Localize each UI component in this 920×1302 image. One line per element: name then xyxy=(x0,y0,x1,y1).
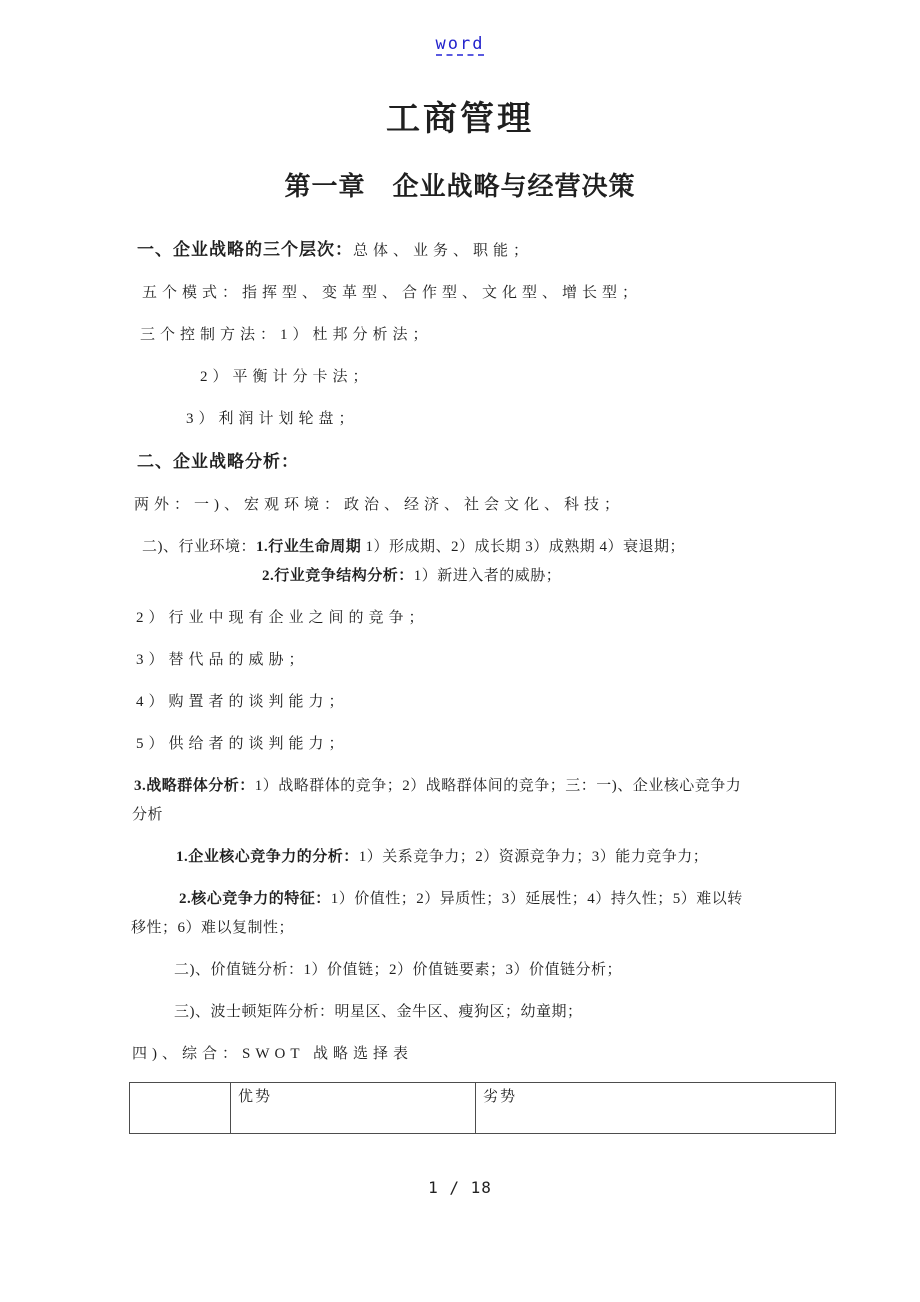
text-run: 五个模式：指挥型、变革型、合作型、文化型、增长型； xyxy=(142,285,643,301)
text-run: 二、企业战略分析： xyxy=(137,452,299,471)
text-line xyxy=(131,843,800,872)
paragraph xyxy=(131,956,800,985)
text-run: 3）替代品的威胁； xyxy=(136,652,309,668)
text-run: 2.核心竞争力的特征： xyxy=(179,891,331,907)
text-run: 分析 xyxy=(132,807,164,823)
text-line xyxy=(131,279,800,308)
paragraph xyxy=(131,885,800,943)
text-line xyxy=(131,801,800,830)
text-line xyxy=(131,885,800,914)
text-run: 1）战略群体的竞争；2）战略群体间的竞争；三：一)、企业核心竞争力 xyxy=(254,778,742,794)
text-run: 2）行业中现有企业之间的竞争； xyxy=(136,610,429,626)
text-run: 三)、波士顿矩阵分析：明星区、金牛区、瘦狗区；幼童期； xyxy=(174,1004,583,1020)
text-run: 3）利润计划轮盘； xyxy=(186,411,359,427)
text-line xyxy=(131,533,800,562)
text-line xyxy=(131,730,800,759)
text-line xyxy=(131,956,800,985)
paragraph xyxy=(131,533,800,591)
text-run: 1.企业核心竞争力的分析： xyxy=(176,849,359,865)
text-run: 2.行业竞争结构分析： xyxy=(262,568,414,584)
text-run: 1）价值性；2）异质性；3）延展性；4）持久性；5）难以转 xyxy=(330,891,743,907)
paragraph xyxy=(131,688,800,717)
document-header xyxy=(0,0,920,54)
swot-cell-strength: 优势 xyxy=(231,1083,476,1134)
text-run: 5）供给者的谈判能力； xyxy=(136,736,349,752)
text-line xyxy=(131,363,800,392)
text-line xyxy=(131,405,800,434)
swot-table-header-row xyxy=(130,1083,836,1134)
text-line xyxy=(131,772,800,801)
text-run: 一、企业战略的三个层次： xyxy=(137,240,353,259)
text-run: 3.战略群体分析： xyxy=(134,778,255,794)
paragraph xyxy=(131,447,800,478)
text-line xyxy=(131,491,800,520)
text-line xyxy=(131,604,800,633)
text-run: 三个控制方法：1）杜邦分析法； xyxy=(140,327,433,343)
text-run: 总体、业务、职能； xyxy=(353,243,534,259)
paragraph xyxy=(131,772,800,830)
document-title: 工商管理 xyxy=(386,101,534,138)
word-header-link[interactable]: word xyxy=(435,34,485,54)
text-run: 2）平衡计分卡法； xyxy=(200,369,373,385)
paragraph xyxy=(131,321,800,350)
paragraph xyxy=(131,730,800,759)
text-run: 4）购置者的谈判能力； xyxy=(136,694,349,710)
text-line xyxy=(131,646,800,675)
text-run: 1）形成期、2）成长期 3）成熟期 4）衰退期； xyxy=(361,539,686,555)
text-run: 二)、行业环境： xyxy=(142,539,256,555)
text-line xyxy=(131,688,800,717)
page-number-indicator: 1 / 18 xyxy=(428,1178,492,1197)
document-body xyxy=(0,235,920,1069)
paragraph xyxy=(131,1040,800,1069)
text-line xyxy=(131,914,800,943)
text-line xyxy=(131,235,800,266)
text-line xyxy=(131,998,800,1027)
paragraph xyxy=(131,646,800,675)
text-run: 两外：一)、宏观环境：政治、经济、社会文化、科技； xyxy=(134,497,624,513)
text-run: 二)、价值链分析：1）价值链；2）价值链要素；3）价值链分析； xyxy=(174,962,622,978)
text-run: 1）关系竞争力；2）资源竞争力；3）能力竞争力； xyxy=(358,849,709,865)
paragraph xyxy=(131,405,800,434)
swot-table xyxy=(129,1082,836,1134)
paragraph xyxy=(131,604,800,633)
text-run: 移性；6）难以复制性； xyxy=(131,920,295,936)
text-line xyxy=(131,447,800,478)
text-line xyxy=(131,1040,800,1069)
text-run: 1）新进入者的威胁； xyxy=(413,568,562,584)
text-line xyxy=(131,321,800,350)
paragraph xyxy=(131,235,800,266)
paragraph xyxy=(131,998,800,1027)
text-run: 1.行业生命周期 xyxy=(256,539,362,555)
paragraph xyxy=(131,843,800,872)
text-run: 四)、综合：SWOT 战略选择表 xyxy=(132,1046,413,1062)
paragraph xyxy=(131,363,800,392)
paragraph xyxy=(131,279,800,308)
chapter-heading: 第一章 企业战略与经营决策 xyxy=(284,172,636,201)
swot-cell-corner xyxy=(130,1083,231,1134)
swot-cell-weakness: 劣势 xyxy=(476,1083,836,1134)
paragraph xyxy=(131,491,800,520)
text-line xyxy=(131,562,800,591)
